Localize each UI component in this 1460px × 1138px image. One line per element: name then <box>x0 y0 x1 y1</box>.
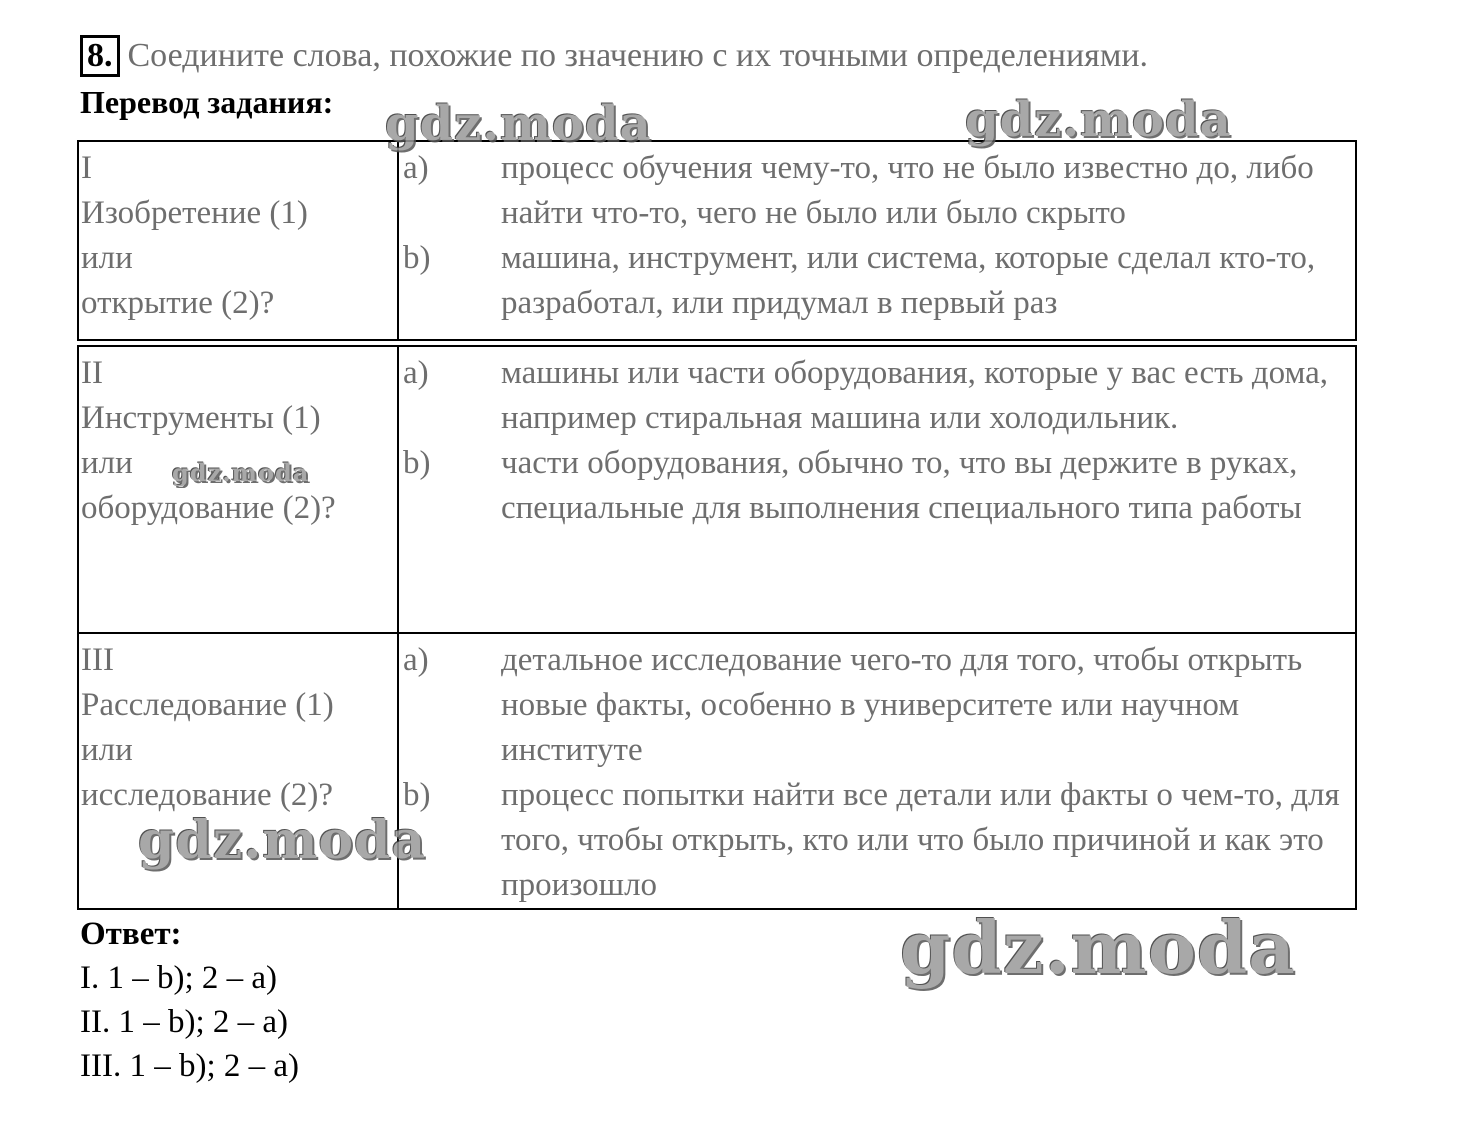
definition-text: машина, инструмент, или система, которые сделал кто-то, разработал, или придумал в первый раз <box>501 240 1316 321</box>
answer-block <box>80 912 299 1088</box>
definition-marker: b) <box>403 445 431 481</box>
definitions-cell-3 <box>399 634 1355 908</box>
watermark: gdz.moda <box>900 905 1296 990</box>
definitions-cell-1 <box>399 142 1355 339</box>
definition-marker: b) <box>403 240 431 276</box>
definition-text: процесс обучения чему-то, что не было известно до, либо найти что-то, чего не было или было скрыто <box>501 150 1314 231</box>
table-row-1 <box>77 140 1357 341</box>
answer-label: Ответ: <box>80 916 182 952</box>
definition-marker: a) <box>403 355 429 391</box>
watermark: gdz.moda <box>965 92 1232 148</box>
word-cell-3 <box>79 634 399 908</box>
definition-a <box>403 351 1351 441</box>
task-instruction: Соедините слова, похожие по значению с их точными определениями. <box>127 37 1149 74</box>
row-numeral: III <box>81 642 114 678</box>
definition-a <box>403 146 1351 236</box>
answer-line-1: I. 1 – b); 2 – a) <box>80 960 278 996</box>
word-2: исследование (2)? <box>81 777 334 813</box>
word-2: оборудование (2)? <box>81 490 336 526</box>
word-cell-2 <box>79 347 399 632</box>
connector: или <box>81 240 133 276</box>
connector: или <box>81 732 133 768</box>
definition-text: детальное исследование чего-то для того, чтобы открыть новые факты, особенно в университете или научном институте <box>501 642 1303 768</box>
definition-text: части оборудования, обычно то, что вы держите в руках, специальные для выполнения специального типа работы <box>501 445 1302 526</box>
watermark: gdz.moda <box>138 810 427 871</box>
translation-label: Перевод задания: <box>80 84 334 120</box>
connector: или <box>81 445 133 481</box>
word-cell-1 <box>79 142 399 339</box>
answer-line-2: II. 1 – b); 2 – a) <box>80 1004 289 1040</box>
definition-a <box>403 638 1351 773</box>
definition-marker: b) <box>403 777 431 813</box>
definition-marker: a) <box>403 150 429 186</box>
watermark: gdz.moda <box>385 96 652 152</box>
task-number: 8. <box>80 35 120 77</box>
table-row-3 <box>77 632 1357 910</box>
definition-text: процесс попытки найти все детали или факты о чем-то, для того, чтобы открыть, кто или что было причиной и как это произошло <box>501 777 1340 903</box>
word-2: открытие (2)? <box>81 285 275 321</box>
row-numeral: I <box>81 150 92 186</box>
word-1: Инструменты (1) <box>81 400 321 436</box>
word-1: Расследование (1) <box>81 687 334 723</box>
definition-b <box>403 773 1351 908</box>
definitions-cell-2 <box>399 347 1355 632</box>
definition-text: машины или части оборудования, которые у вас есть дома, например стиральная машина или холодильник. <box>501 355 1329 436</box>
table-row-2 <box>77 345 1357 634</box>
definition-b <box>403 441 1351 531</box>
answer-line-3: III. 1 – b); 2 – a) <box>80 1048 300 1084</box>
row-numeral: II <box>81 355 103 391</box>
definition-b <box>403 236 1351 326</box>
watermark: gdz.moda <box>172 458 310 487</box>
task-header <box>80 34 1148 78</box>
word-1: Изобретение (1) <box>81 195 308 231</box>
definition-marker: a) <box>403 642 429 678</box>
